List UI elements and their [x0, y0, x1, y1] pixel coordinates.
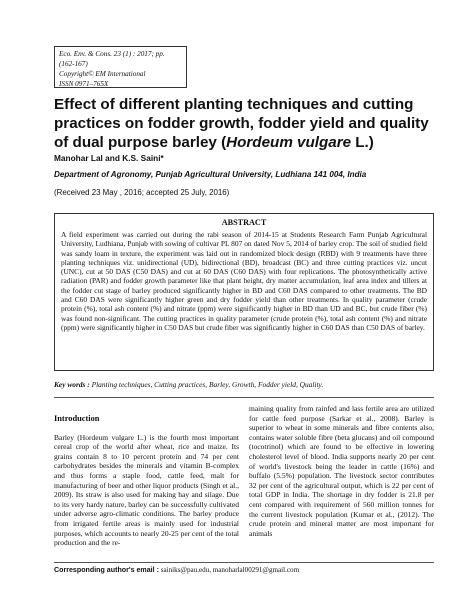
- title-part2: L.): [351, 134, 374, 151]
- keywords-list: Planting techniques, Cutting practices, Barley, Growth, Fodder yield, Quality.: [89, 380, 324, 389]
- title-part1: Effect of different planting techniques and cutting practices on fodder growth, fodder yield and quality of dual purpose barley (: [54, 96, 429, 151]
- title-scientific-name: Hordeum vulgare: [226, 134, 352, 151]
- left-column: [54, 404, 239, 548]
- section-divider: [54, 397, 434, 398]
- article-title: [54, 95, 434, 152]
- right-column: [249, 404, 434, 538]
- keywords-label: Key words :: [54, 380, 90, 389]
- affiliation: Department of Agronomy, Punjab Agricultural University, Ludhiana 141 004, India: [54, 170, 367, 179]
- footer-divider: [54, 562, 434, 563]
- abstract-text: A field experiment was carried out during the rabi season of 2014-15 at Students Research Farm Punjab Agricultural University, Ludhiana, Punjab with sowing of cultivar PL 807 on dated Nov 5, 2014 of barley crop. The soil of studied field was sandy loam in texture, the experiment was laid out in randomized block design (RBD) with 9 treatments have three planting techniques viz. unidirectional (UD), bidirectional (BD), broadcast (BC) and three cutting practices viz. uncut (UNC), cut at 50 DAS (C50 DAS) and cut at 60 DAS (C60 DAS) with four replications. The photosynthetically active radiation (PAR) and fodder growth parameter like that plant height, dry matter accumulation, leaf area index and tillers at the fodder cut stage of barley produced significantly higher in BD and C60 DAS compared to other treatments. The BD and C60 DAS were significantly higher green and dry fodder yield than other treatments. In quality parameter (crude protein (%), total ash content (%) and nitrate (ppm) were significantly higher in BD than UD and BC, but crude fiber (%) was found non-significant. The cutting practices in quality parameter (crude protein (%), total ash content (%) and nitrate (ppm) were significantly higher in C50 DAS but crude fiber was significantly higher in C60 DAS than C50 DAS of barley.: [61, 230, 427, 332]
- corresponding-author-label: Corresponding author's email :: [54, 566, 159, 574]
- authors: Manohar Lal and K.S. Saini*: [54, 153, 164, 163]
- abstract-box: [54, 213, 434, 371]
- journal-issn: ISSN 0971–765X: [59, 80, 109, 88]
- intro-left-text: Barley (Hordeum vulgare L.) is the fourth most important cereal crop of the world after wheat, rice and maize. Its grains contain 8 to 10 percent protein and 74 per cent carbohydrates besides the minerals and vitamin B-complex and thus forms a staple food, cattle feed, malt for manufacturing of beer and other liquor products (Singh et al., 2009). Its straw is also used for making hay and silage. Due to its very hardy nature, barley can be successfully cultivated under adverse agro-climatic conditions. The barley produce from irrigated fertile areas is mainly used for industrial purposes, which accounts to nearly 20-25 per cent of the total production and the re-: [54, 432, 239, 548]
- intro-right-text: maining quality from rainfed and lass fertile area are utilized for cattle feed purpose (Sarkar et al., 2008). Barley is superior to wheat in some minerals and fibre contents also, contains water soluble fibre (beta glucans) and oil compound (tocotrinol) which are found to be effective in lowering cholesterol level of blood. India supports nearly 20 per cent of world's livestock being the leader in cattle (16%) and buffalo (5.5%) population. The livestock sector contributes 32 per cent of the agricultural output, which is 22 per cent of total GDP in India. The shortage in dry fodder is 21.8 per cent compared with requirement of 560 million tonnes for the current livestock population (Kumar et al., (2012). The crude protein and mineral matter are most important for animals: [249, 404, 434, 538]
- journal-citation: Eco. Env. & Cons. 23 (1) : 2017; pp. (162-167): [59, 50, 165, 68]
- corresponding-emails: sainiks@pau.edu, manoharlal00291@gmail.com: [158, 566, 300, 574]
- introduction-heading: Introduction: [54, 414, 100, 423]
- footer: [54, 566, 299, 574]
- received-dates: (Received 23 May , 2016; accepted 25 July, 2016): [54, 188, 230, 197]
- journal-info-box: [54, 46, 187, 88]
- journal-copyright: Copyright© EM International: [59, 70, 146, 78]
- keywords: [54, 380, 434, 389]
- abstract-heading: ABSTRACT: [221, 218, 267, 227]
